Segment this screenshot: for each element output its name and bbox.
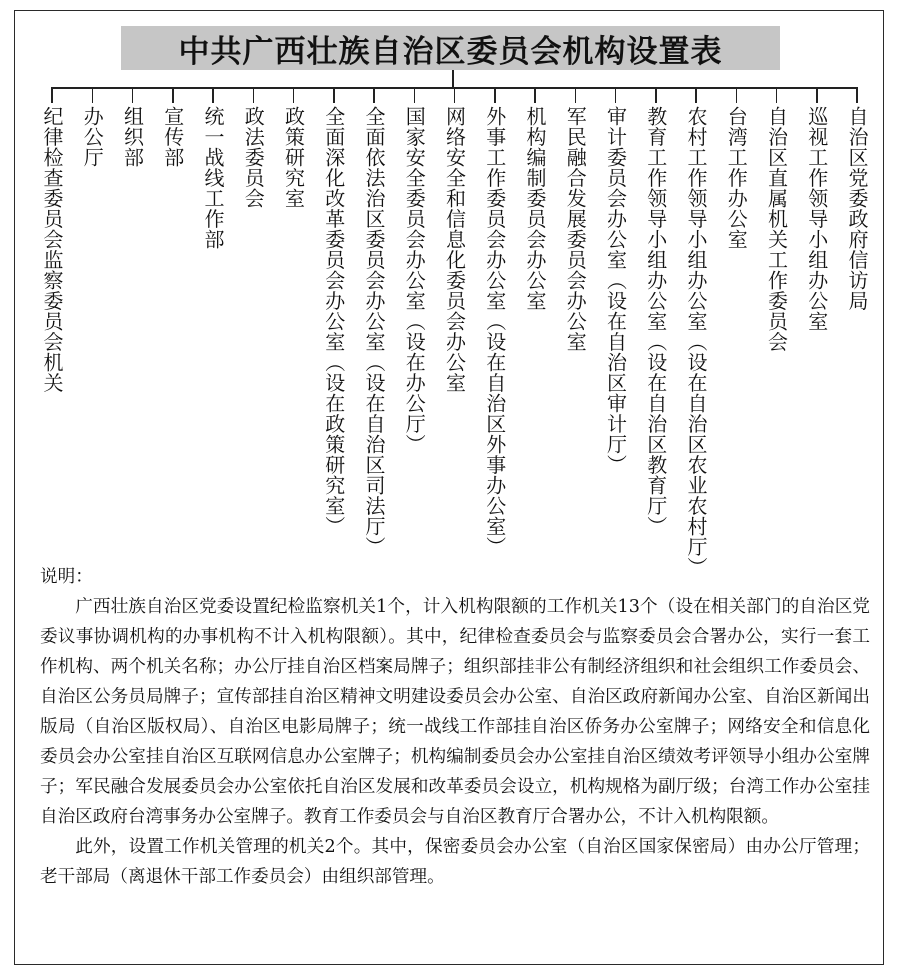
department-10: 国家安全委员会办公室（设在办公厅） (402, 106, 427, 455)
org-branch-line (253, 87, 255, 103)
org-branch-line (736, 87, 738, 103)
department-19: 自治区直属机关工作委员会 (764, 106, 789, 352)
department-14: 军民融合发展委员会办公室 (563, 106, 588, 352)
org-branch-line (212, 87, 214, 103)
org-branch-line (615, 87, 617, 103)
org-branch-line (51, 87, 53, 103)
title-connector-line (452, 70, 454, 88)
org-branch-line (534, 87, 536, 103)
department-13: 机构编制委员会办公室 (523, 106, 547, 311)
notes-heading: 说明： (40, 567, 93, 587)
org-branch-line (172, 87, 174, 103)
org-branch-line (856, 87, 858, 103)
org-branch-line (655, 87, 657, 103)
notes-paragraph-2: 此外，设置工作机关管理的机关2个。其中，保密委员会办公室（自治区国家保密局）由办公厅管理；老干部局（离退休干部工作委员会）由组织部管理。 (40, 837, 870, 887)
org-branch-line (776, 87, 778, 103)
chart-title: 中共广西壮族自治区委员会机构设置表 (121, 26, 780, 70)
org-branch-line (333, 87, 335, 103)
org-branch-line (816, 87, 818, 103)
org-branch-line (92, 87, 94, 103)
department-4: 宣传部 (160, 106, 185, 168)
department-11: 网络安全和信息化委员会办公室 (442, 106, 467, 393)
org-branch-line (494, 87, 496, 103)
department-6: 政法委员会 (241, 106, 266, 209)
notes-section (40, 562, 870, 892)
department-12: 外事工作委员会办公室（设在自治区外事办公室） (482, 106, 507, 557)
department-17: 农村工作领导小组办公室（设在自治区农业农村厅） (684, 106, 708, 578)
org-branch-line (695, 87, 697, 103)
department-3: 组织部 (120, 106, 145, 168)
department-7: 政策研究室 (281, 106, 306, 209)
department-2: 办公厅 (80, 106, 105, 168)
department-8: 全面深化改革委员会办公室（设在政策研究室） (321, 106, 346, 537)
org-branch-line (575, 87, 577, 103)
department-15: 审计委员会办公室（设在自治区审计厅） (603, 106, 628, 475)
department-5: 统一战线工作部 (201, 106, 225, 250)
org-branch-line (414, 87, 416, 103)
org-branch-line (454, 87, 456, 103)
department-20: 巡视工作领导小组办公室 (804, 106, 829, 332)
department-9: 全面依法治区委员会办公室（设在自治区司法厅） (362, 106, 386, 557)
org-branch-line (293, 87, 295, 103)
department-1: 纪律检查委员会监察委员会机关 (40, 106, 64, 393)
department-16: 教育工作领导小组办公室（设在自治区教育厅） (643, 106, 668, 537)
org-branch-line (373, 87, 375, 103)
department-21: 自治区党委政府信访局 (845, 106, 869, 311)
department-18: 台湾工作办公室 (724, 106, 749, 250)
notes-paragraph-1: 广西壮族自治区党委设置纪检监察机关1个，计入机构限额的工作机关13个（设在相关部门的自治区党委议事协调机构的办事机构不计入机构限额）。其中，纪律检查委员会与监察委员会合署办公，实行一套工作机构、两个机关名称；办公厅挂自治区档案局牌子；组织部挂非公有制经济组织和社会组织工作委员会、自治区公务员局牌子；宣传部挂自治区精神文明建设委员会办公室、自治区政府新闻办公室、自治区新闻出版局（自治区版权局）、自治区电影局牌子；统一战线工作部挂自治区侨务办公室牌子；网络安全和信息化委员会办公室挂自治区互联网信息办公室牌子；机构编制委员会办公室挂自治区绩效考评领导小组办公室牌子；军民融合发展委员会办公室依托自治区发展和改革委员会设立，机构规格为副厅级；台湾工作办公室挂自治区政府台湾事务办公室牌子。教育工作委员会与自治区教育厅合署办公，不计入机构限额。 (40, 597, 870, 827)
org-branch-line (132, 87, 134, 103)
